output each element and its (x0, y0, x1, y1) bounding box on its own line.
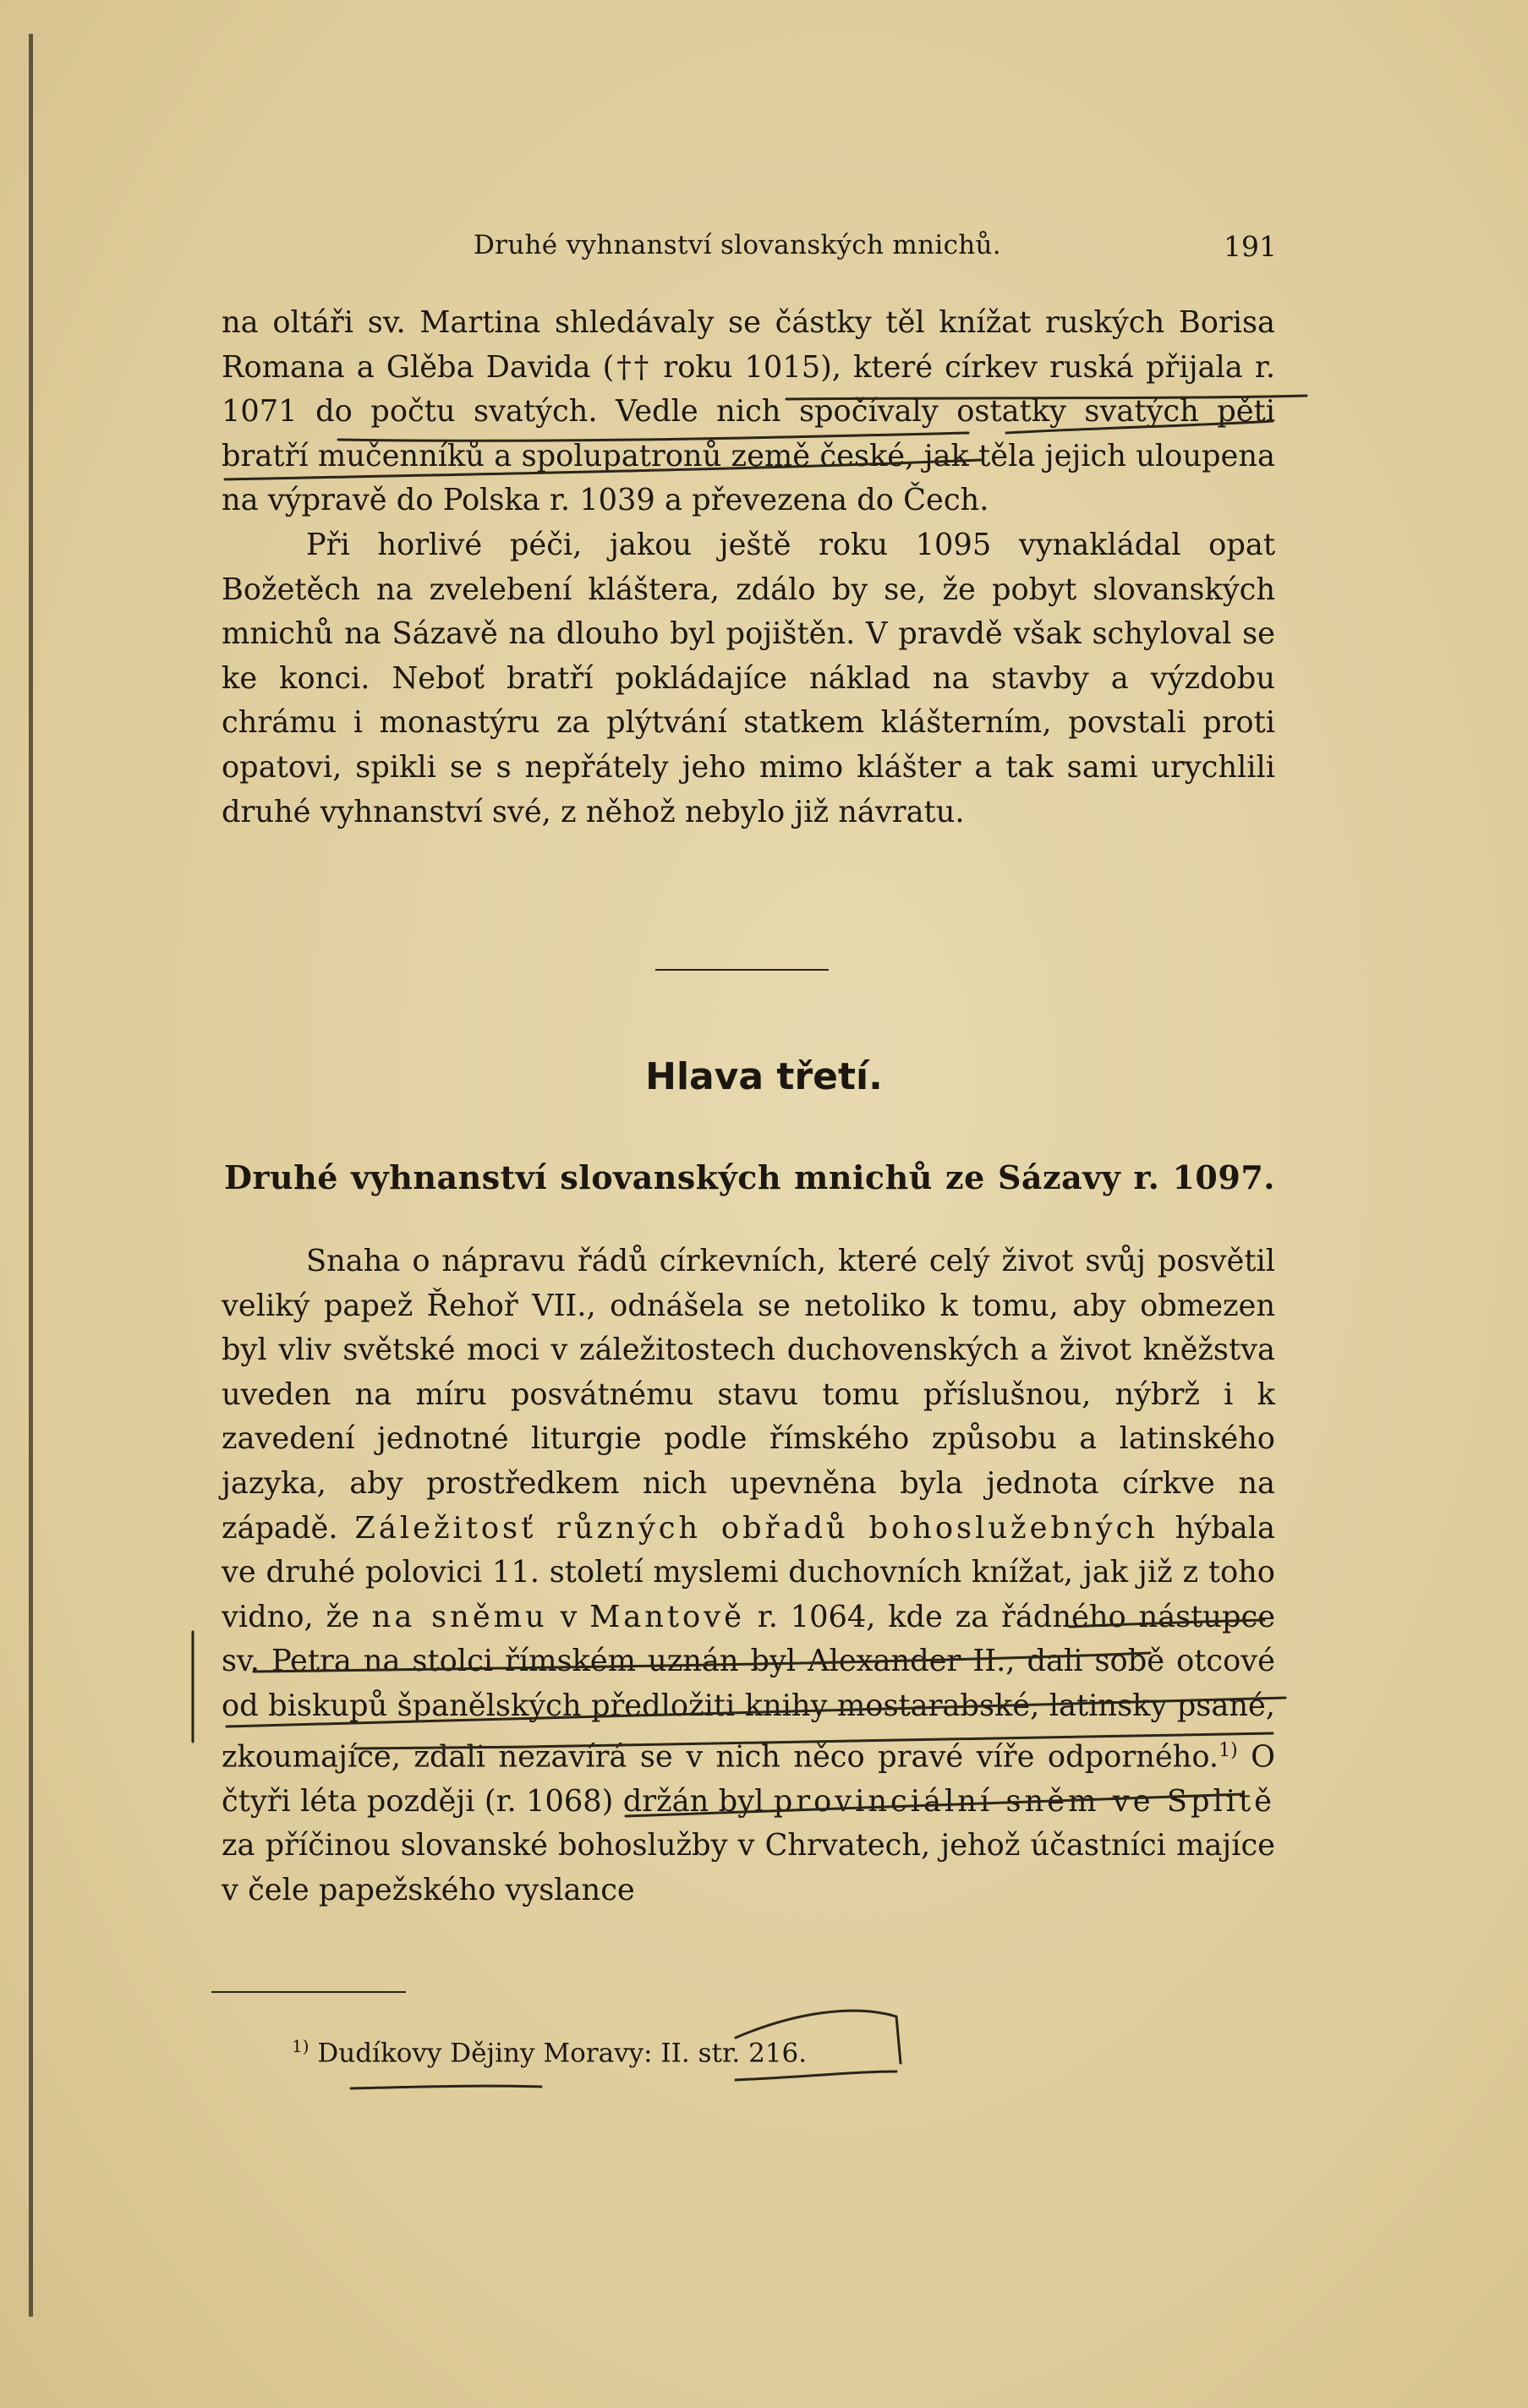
paragraph-2: Při horlivé péči, jakou ještě roku 1095 vynakládal opat Božetěch na zvelebení kláštera, zdálo by se, že pobyt slovanských mnichů na Sázavě na dlouho byl pojištěn. V pravdě však schyloval se ke konci. Neboť bratří pokládajíce náklad na stavby a výzdobu chrámu i monastýru za plýtvání statkem klášterním, povstali proti opatovi, spikli se s nepřátely jeho mimo klášter a tak sami urychlili druhé vyhnanství své, z něhož nebylo již návratu. (222, 527, 1275, 829)
footnote-marker: 1) (292, 2036, 309, 2056)
page-header (474, 230, 1277, 269)
spaced-emphasis: provinciální sněm ve Splitě (773, 1783, 1275, 1819)
pencil-underline (736, 2071, 896, 2080)
page-number: 191 (1224, 230, 1277, 263)
chapter-text (222, 1240, 1275, 1913)
spaced-emphasis: Mantově (589, 1599, 745, 1634)
footnote-reference[interactable]: 1) (1219, 1739, 1238, 1761)
text-run: za příčinou slovanské bohoslužby v Chrvatech, jehož účastníci majíce v čele papežského vyslance (222, 1828, 1275, 1908)
text-run: Snaha o nápravu řádů církevních, které celý život svůj posvětil veliký papež Řehoř VII., odnášela se netoliko k tomu, aby obmezen byl vliv světské moci v záležitostech duchovenských a život kněžstva uveden na míru posvátnému stavu tomu příslušnou, nýbrž i k zavedení jednotné liturgie podle římského způsobu a latinského jazyka, aby prostředkem nich upevněna byla jednota církve na západě. (222, 1244, 1275, 1546)
text-run: O čtyři léta později (r. 1068) držán byl (222, 1739, 1276, 1819)
running-title: Druhé vyhnanství slovanských mnichů. (474, 230, 1001, 260)
text-run: hýbala ve druhé polovici 11. století myslemi duchovních knížat, jak již z toho vidno, že (222, 1510, 1275, 1634)
footnote-rule (211, 1991, 406, 1993)
paragraph-3 (222, 1240, 1275, 1913)
spaced-emphasis: na sněmu (371, 1599, 548, 1634)
paragraph-1: na oltáři sv. Martina shledávaly se částky těl knížat ruských Borisa Romana a Glěba Davida (†† roku 1015), které církev ruská přijala r. 1071 do počtu svatých. Vedle nich spočívaly ostatky svatých pěti bratří mučenníků a spolupatronů země české, jak těla jejich uloupena na výpravě do Polska r. 1039 a převezena do Čech. (222, 305, 1275, 518)
binding-edge (29, 34, 33, 2317)
footnote-text: Dudíkovy Dějiny Moravy: II. str. 216. (317, 2038, 808, 2069)
chapter-title: Hlava třetí. (645, 1055, 883, 1098)
opening-text (222, 301, 1275, 835)
section-title: Druhé vyhnanství slovanských mnichů ze Sázavy r. 1097. (224, 1158, 1275, 1196)
text-run: v (560, 1599, 578, 1634)
text-run: r. 1064, kde za řádného nástupce sv. Petra na stolci římském uznán byl Alexander II., dali sobě otcové od biskupů španělských předložiti knihy mostarabské, latinsky psané, zkoumajíce, zdali nezavírá se v nich něco pravé víře odporného. (222, 1599, 1276, 1775)
pencil-underline (351, 2086, 541, 2088)
spaced-emphasis: Záležitosť různých obřadů bohoslužebných (354, 1510, 1158, 1546)
section-divider (655, 969, 829, 971)
footnote (292, 2036, 807, 2068)
